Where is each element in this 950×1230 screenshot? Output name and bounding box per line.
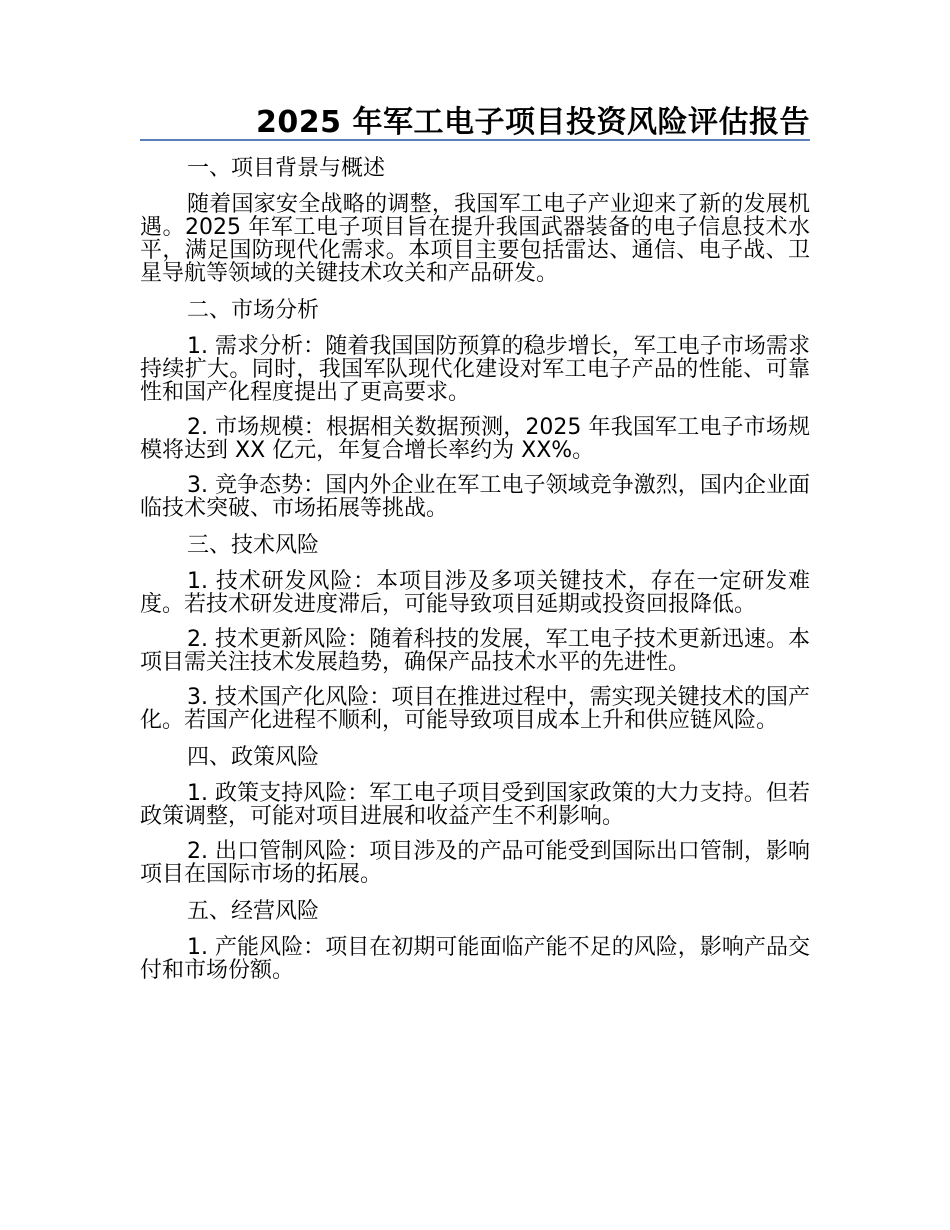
paragraph-capacity-risk: 1. 产能风险：项目在初期可能面临产能不足的风险，影响产品交付和市场份额。	[140, 935, 810, 983]
paragraph-market-size: 2. 市场规模：根据相关数据预测，2025 年我国军工电子市场规模将达到 XX 亿元，年复合增长率约为 XX%。	[140, 415, 810, 463]
paragraph-background: 随着国家安全战略的调整，我国军工电子产业迎来了新的发展机遇。2025 年军工电子项目旨在提升我国武器装备的电子信息技术水平，满足国防现代化需求。本项目主要包括雷达、通信、电子战、卫星导航等领域的关键技术攻关和产品研发。	[140, 192, 810, 286]
section-heading-background: 一、项目背景与概述	[187, 156, 386, 181]
section-heading-tech-risk: 三、技术风险	[187, 533, 320, 558]
paragraph-demand: 1. 需求分析：随着我国国防预算的稳步增长，军工电子市场需求持续扩大。同时，我国军队现代化建设对军工电子产品的性能、可靠性和国产化程度提出了更高要求。	[140, 334, 810, 405]
paragraph-localization-risk: 3. 技术国产化风险：项目在推进过程中，需实现关键技术的国产化。若国产化进程不顺利，可能导致项目成本上升和供应链风险。	[140, 685, 810, 733]
title-underline	[140, 139, 810, 141]
document-body	[140, 155, 810, 994]
section-heading-policy-risk: 四、政策风险	[187, 745, 320, 770]
paragraph-rd-risk: 1. 技术研发风险：本项目涉及多项关键技术，存在一定研发难度。若技术研发进度滞后，可能导致项目延期或投资回报降低。	[140, 569, 810, 617]
paragraph-competition: 3. 竞争态势：国内外企业在军工电子领域竞争激烈，国内企业面临技术突破、市场拓展等挑战。	[140, 473, 810, 521]
section-heading-market: 二、市场分析	[187, 298, 320, 323]
document-title: 2025 年军工电子项目投资风险评估报告	[256, 105, 810, 140]
paragraph-update-risk: 2. 技术更新风险：随着科技的发展，军工电子技术更新迅速。本项目需关注技术发展趋势，确保产品技术水平的先进性。	[140, 627, 810, 675]
paragraph-export-control: 2. 出口管制风险：项目涉及的产品可能受到国际出口管制，影响项目在国际市场的拓展。	[140, 839, 810, 887]
paragraph-policy-support: 1. 政策支持风险：军工电子项目受到国家政策的大力支持。但若政策调整，可能对项目进展和收益产生不利影响。	[140, 781, 810, 829]
section-heading-operation-risk: 五、经营风险	[187, 899, 320, 924]
